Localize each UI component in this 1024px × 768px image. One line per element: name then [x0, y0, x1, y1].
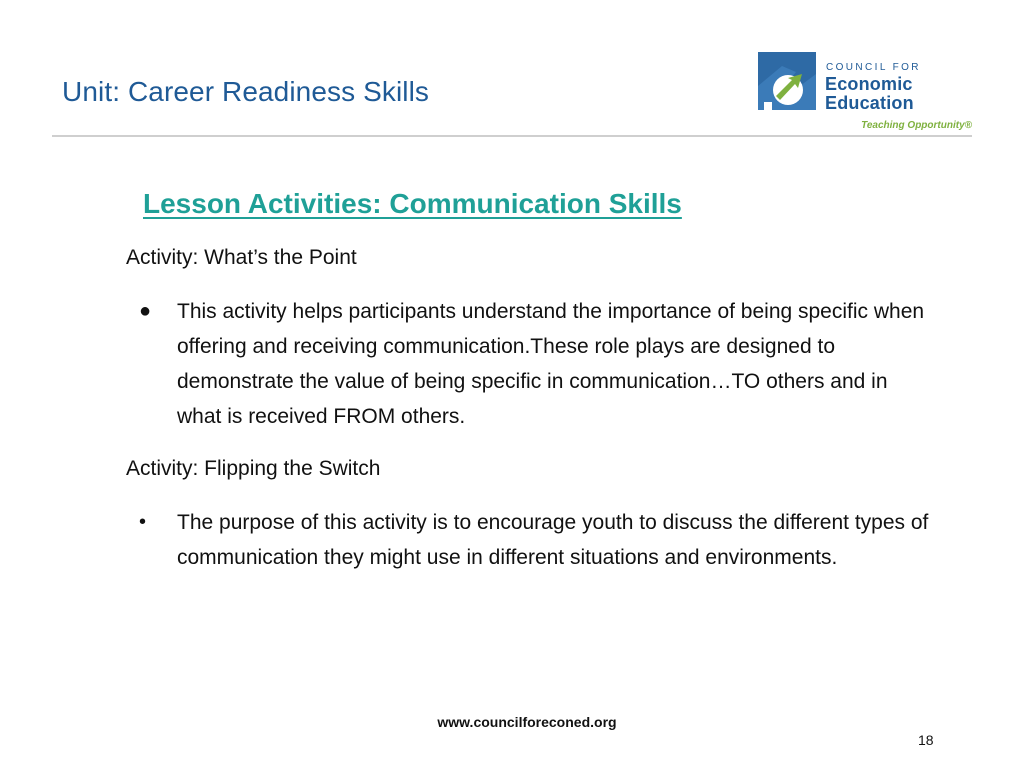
header-divider [52, 135, 972, 137]
bullet-marker: ● [139, 300, 152, 322]
council-logo [758, 52, 974, 136]
page-title: Unit: Career Readiness Skills [62, 76, 430, 107]
activity-label-whats-the-point: Activity: What’s the Point [126, 246, 357, 269]
council-for-economic-education-logo-icon [758, 52, 816, 110]
bullet-marker: • [139, 511, 147, 533]
logo-line-education: Education [825, 93, 914, 113]
logo-line-economic: Economic [825, 74, 913, 94]
activity-description: The purpose of this activity is to encourage youth to discuss the different types of communication they might use in different situations and environments. [177, 511, 929, 569]
footer-website-url: www.councilforeconed.org [437, 714, 617, 730]
logo-line-council-for: COUNCIL FOR [826, 62, 921, 73]
logo-tagline: Teaching Opportunity® [861, 120, 972, 131]
lesson-title: Lesson Activities: Communication Skills [143, 188, 682, 219]
activity-description: This activity helps participants understand the importance of being specific when offering and receiving communication.These role plays are designed to demonstrate the value of being specific in communication…TO others and in what is received FROM others. [177, 300, 925, 428]
page-number: 18 [918, 732, 934, 748]
activity-label-flipping-the-switch: Activity: Flipping the Switch [126, 457, 381, 480]
